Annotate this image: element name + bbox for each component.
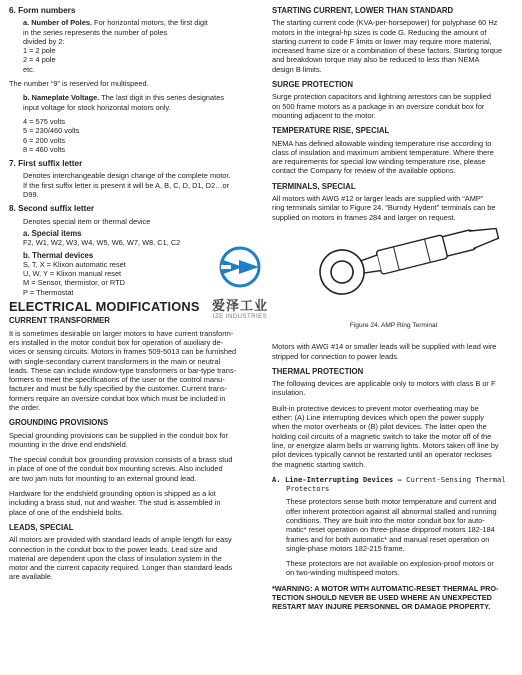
thermal-device-item: P = Thermostat [23,287,74,297]
terminals-text: All motors with AWG #12 or larger leads are supplied with “AMP” ring terminals similar to Figure 24. “Burndy Hydent” terminals can be supplied on motors in frames 284 and larger on request. [272,194,496,222]
poles-title: a. Number of Poles. [23,18,92,28]
second-suffix-text: Denotes special item or thermal device [23,216,151,226]
starting-current-heading: STARTING CURRENT, LOWER THAN STANDARD [272,6,454,15]
figure-caption: Figure 24. AMP Ring Terminal [349,321,438,329]
warning-text: *WARNING: A MOTOR WITH AUTOMATIC-RESET THERMAL PRO- TECTION SHOULD NEVER BE USED WHERE AN UNEXPECTED RESTART MAY INJURE PERSONNEL OR DAMAGE PROPERTY. [272,583,499,612]
special-items-title: a. Special items [23,228,82,238]
grounding-text-3: Hardware for the endshield grounding option is shipped as a kit including a brass stud, nut and washer. The stud is assembled in place of one of the endshield bolts. [9,489,221,517]
ring-terminal-figure [272,224,515,318]
poles-text-0: For horizontal motors, the first digit [92,18,208,28]
leads-heading: LEADS, SPECIAL [9,522,74,532]
terminals-heading: TERMINALS, SPECIAL [272,181,356,191]
thermal-protection-heading: THERMAL PROTECTION [272,366,364,376]
form-numbers-heading: 6. Form numbers [9,6,76,15]
poles-text-3: 1 = 2 pole [23,46,56,56]
voltage-text-0: The last digit in this series designates [99,93,225,103]
watermark-en: IZE INDUSTRIES [212,314,268,320]
voltage-block [23,93,260,154]
right-column [272,6,515,612]
electrical-modifications-heading: ELECTRICAL MODIFICATIONS [9,299,200,315]
surge-text: Surge protection capacitors and lightning arrestors can be supplied on 500 frame motors as a package in an oversize conduit box for mounting adjacent to the motor. [272,92,491,120]
poles-text-5: etc. [23,64,35,74]
grounding-text-2: The special conduit box grounding provision consists of a brass stud in place of one of the conduit box mounting screws. Also included are two jam nuts for mounting to an external ground lead. [9,455,233,483]
grounding-text-1: Special grounding provisions can be supplied in the conduit box for mounting in the drive end endshield. [9,430,228,449]
thermal-text-1: The following devices are applicable only to motors with class B or F insulation. [272,379,496,398]
first-suffix-heading: 7. First suffix letter [9,159,83,169]
voltage-text-1: input voltage for stock horizontal motors only. [23,102,171,112]
poles-block [23,18,260,74]
thermal-device-item: S, T, X = Klixon automatic reset [23,259,126,269]
special-items-text: F2, W1, W2, W3, W4, W5, W6, W7, W8, C1, C2 [23,238,181,248]
multispeed-note: The number “9” is reserved for multispeed. [9,79,149,89]
voltage-item: 5 = 230/460 volts [23,126,80,136]
temperature-text: NEMA has defined allowable winding temperature rise according to class of insulation and maximum ambient temperature. Where there are requirements for special low winding temperature rise, please contact the Company for review of the available options. [272,138,494,176]
leads-text: All motors are provided with standard leads of ample length for easy connection in the conduit box to the power leads. Lead size and material are dependent upon the class of insulation system in the motor and the current capacity required. Longer than standard leads are available. [9,535,233,582]
current-transformer-heading: CURRENT TRANSFORMER [9,316,110,326]
first-suffix-text: If the first suffix letter is present it will be A, B, C, D, D1, D2…or [23,180,230,190]
second-suffix-heading: 8. Second suffix letter [9,204,95,214]
thermal-device-item: U, W, Y = Klixon manual reset [23,269,122,279]
surge-heading: SURGE PROTECTION [272,80,354,90]
current-transformer-text: It is sometimes desirable on larger motors to have current transform- ers installed in the motor conduit box for operation of auxiliary de- vices or sensing circuits. Motors in frames 509-5013 can be furnished with single-secondary current transformers in the main or neutral leads. These can include window-type transformers or bar-type trans- formers to meet the specifications of the user or the control manu- facturer and must be fully specified by the customer. Current trans- formers require an oversize conduit box which must be included in the order. [9,328,237,412]
line-interrupting-text: These protectors sense both motor temperature and current and offer inherent protection against all abnormal stalled and running conditions. They are built into the motor conduit box for auto- matic* reset operation on three-phase dripproof motors 182-184 frames and for both automatic* and manual reset operation on single-phase motors 182-215 frame. These protectors are not available on explosion-proof motors or on two-winding multispeed motors. [286,497,497,578]
poles-text-2: divided by 2: [23,36,65,46]
starting-current-text: The starting current code (KVA-per-horsepower) for polyphase 60 Hz motors in the integral-hp sizes is code G. Reducing the amount of starting current to code F limits or lower may require more material, increased frame size or a combination of these factors. Starting torque and breakdown torque may also be reduced to less than NEMA design B limits. [272,18,503,74]
watermark-cn: 爱泽工业 [211,298,268,313]
poles-text-4: 2 = 4 pole [23,55,56,65]
thermal-devices-title: b. Thermal devices [23,250,94,260]
temperature-heading: TEMPERATURE RISE, SPECIAL [272,126,390,136]
terminals-after-text: Motors with AWG #14 or smaller leads will be supplied with lead wire stripped for connection to power leads. [272,342,497,361]
poles-text-1: in the series represents the number of poles [23,27,168,37]
voltage-item: 6 = 200 volts [23,135,66,145]
grounding-heading: GROUNDING PROVISIONS [9,418,109,428]
thermal-device-item: M = Sensor, thermistor, or RTD [23,278,125,288]
watermark-logo-icon [215,246,265,288]
first-suffix-text: Denotes interchangeable design change of the complete motor. [23,171,231,181]
line-interrupting-title: A. Line-Interrupting Devices – Current-Sensing Thermal Protectors [272,474,506,494]
first-suffix-text: D99. [23,190,39,200]
thermal-text-2: Built-in protective devices to prevent motor overheating may be either: (A) Line interrupting devices which open the power supply when the motor overheats or (B) pilot devices. The latter open the holding coil circuits of a magnetic switch to take the motor off of the line, or energize alarm bells or warning lights. Motors taken off line by pilot devices typically cannot be restarted until an operator recloses the magnetic starting switch. [272,403,499,469]
ring-terminal-icon [272,224,515,318]
voltage-item: 4 = 575 volts [23,116,66,126]
watermark-logo [208,246,272,320]
voltage-title: b. Nameplate Voltage. [23,93,100,103]
voltage-item: 8 = 460 volts [23,144,66,154]
